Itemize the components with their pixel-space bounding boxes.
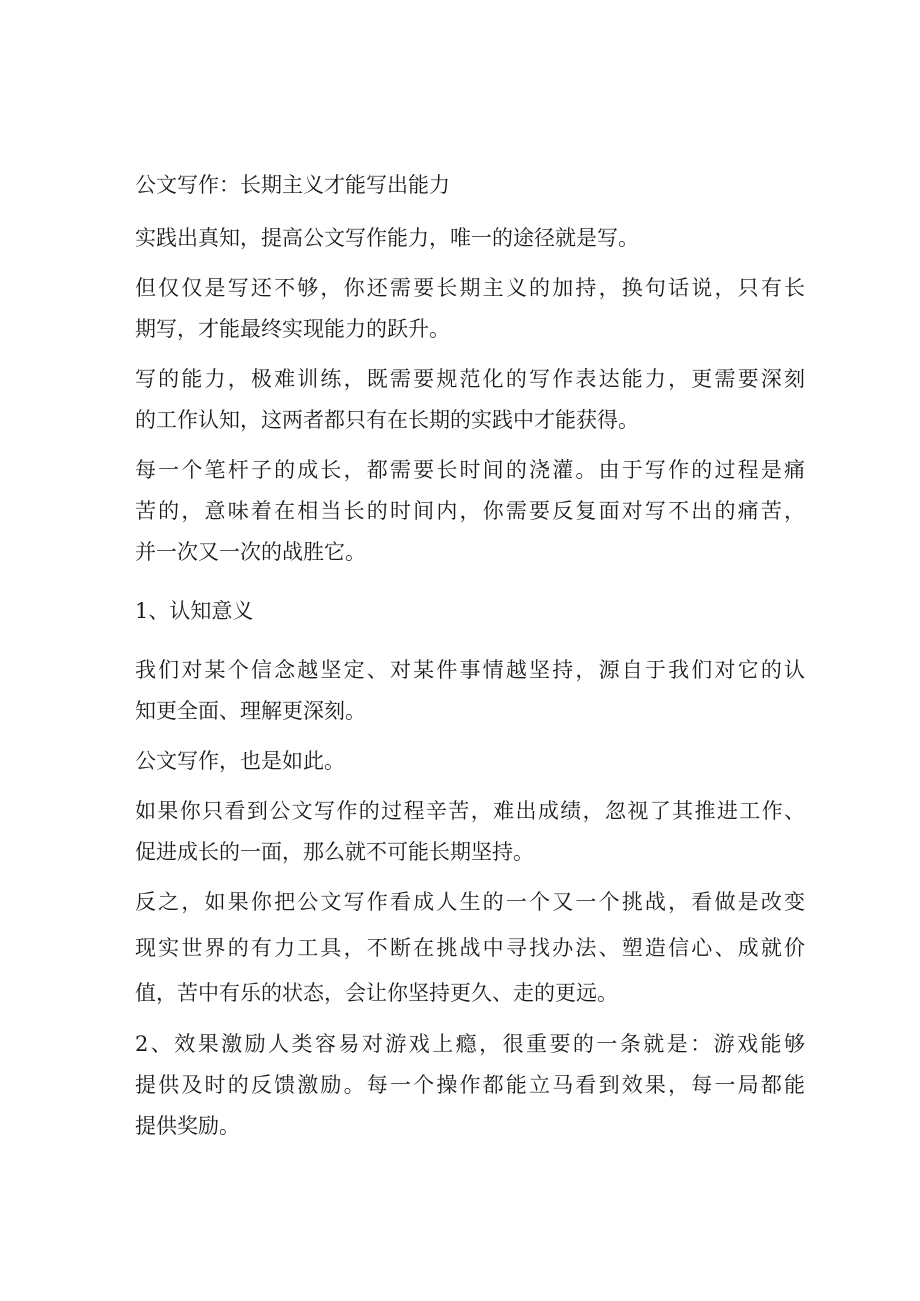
paragraph-line: 值，苦中有乐的状态，会让你坚持更久、走的更远。 — [135, 981, 618, 1005]
paragraph-line: 2、效果激励人类容易对游戏上瘾，很重要的一条就是：游戏能够 — [135, 1032, 805, 1056]
section-heading: 1、认知意义 — [135, 599, 254, 623]
paragraph-line: 我们对某个信念越坚定、对某件事情越坚持，源自于我们对它的认 — [135, 658, 805, 682]
paragraph-line: 反之，如果你把公文写作看成人生的一个又一个挑战，看做是改变 — [135, 890, 805, 914]
paragraph-line: 实践出真知，提高公文写作能力，唯一的途径就是写。 — [135, 226, 639, 250]
document-title: 公文写作：长期主义才能写出能力 — [135, 173, 450, 197]
paragraph-line: 期写，才能最终实现能力的跃升。 — [135, 317, 450, 341]
paragraph-line: 苦的，意味着在相当长的时间内，你需要反复面对写不出的痛苦， — [135, 499, 805, 523]
paragraph-line: 现实世界的有力工具，不断在挑战中寻找办法、塑造信心、成就价 — [135, 936, 805, 960]
paragraph-line: 并一次又一次的战胜它。 — [135, 540, 366, 564]
paragraph-line: 的工作认知，这两者都只有在长期的实践中才能获得。 — [135, 408, 639, 432]
paragraph-line: 促进成长的一面，那么就不可能长期坚持。 — [135, 840, 534, 864]
paragraph-line: 提供及时的反馈激励。每一个操作都能立马看到效果，每一局都能 — [135, 1073, 805, 1097]
paragraph-line: 写的能力，极难训练，既需要规范化的写作表达能力，更需要深刻 — [135, 367, 805, 391]
paragraph-line: 公文写作，也是如此。 — [135, 749, 345, 773]
paragraph-line: 提供奖励。 — [135, 1114, 240, 1138]
paragraph-line: 每一个笔杆子的成长，都需要长时间的浇灌。由于写作的过程是痛 — [135, 458, 805, 482]
paragraph-line: 如果你只看到公文写作的过程辛苦，难出成绩，忽视了其推进工作、 — [135, 799, 805, 823]
paragraph-line: 但仅仅是写还不够，你还需要长期主义的加持，换句话说，只有长 — [135, 276, 805, 300]
paragraph-line: 知更全面、理解更深刻。 — [135, 699, 366, 723]
